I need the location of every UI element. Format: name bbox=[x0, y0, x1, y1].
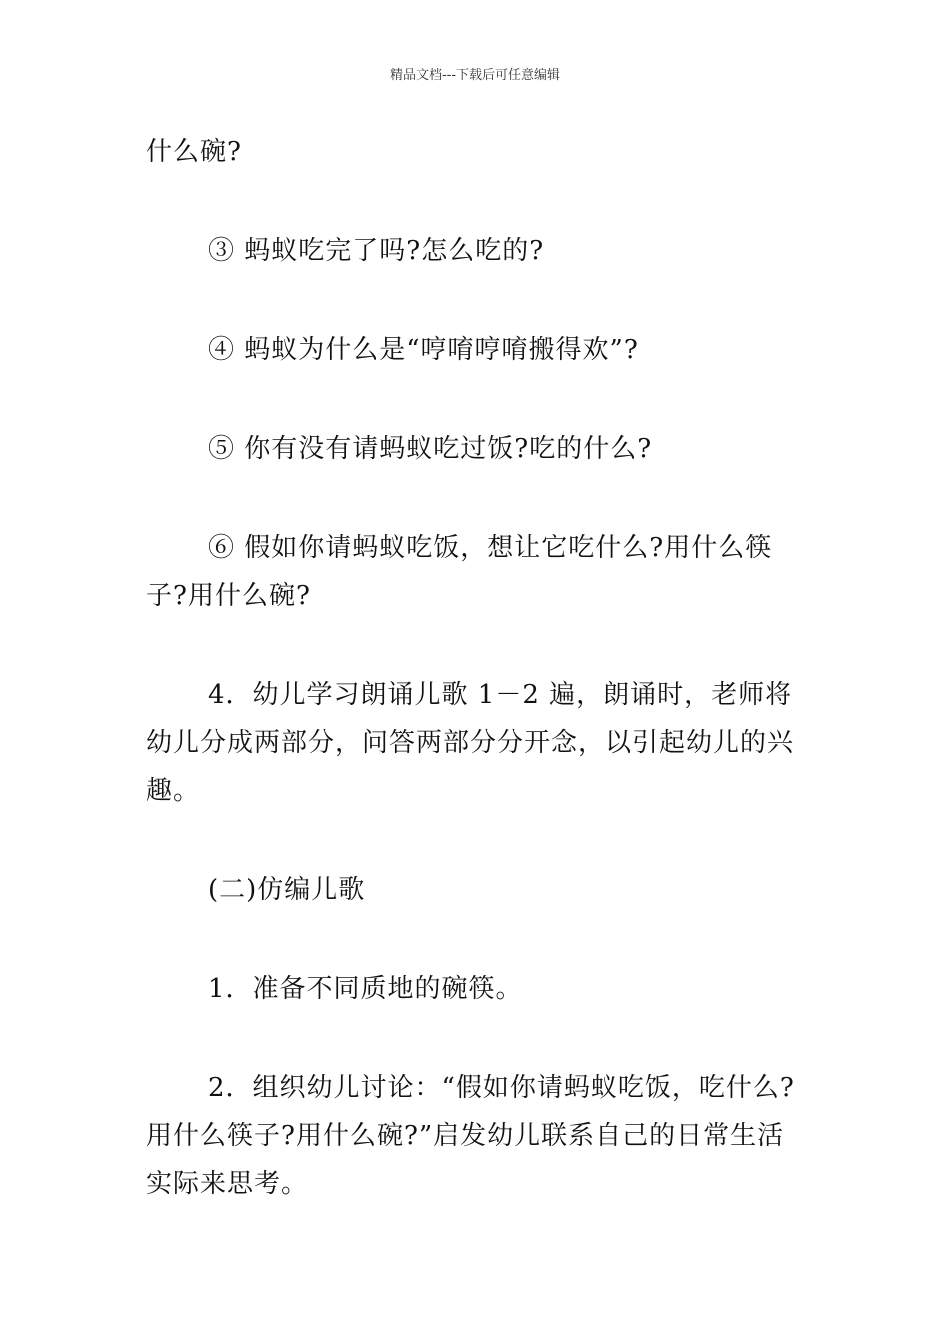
step-1: 1．准备不同质地的碗筷。 bbox=[208, 974, 523, 1004]
question-6: ⑥ 假如你请蚂蚁吃饭，想让它吃什么?用什么筷子?用什么碗? bbox=[146, 533, 773, 611]
section-heading-2: (二)仿编儿歌 bbox=[208, 875, 366, 905]
step-4: 4．幼儿学习朗诵儿歌 1－2 遍，朗诵时，老师将幼儿分成两部分，问答两部分分开念，以引起幼儿的兴趣。 bbox=[146, 680, 795, 806]
question-5: ⑤ 你有没有请蚂蚁吃过饭?吃的什么? bbox=[208, 434, 653, 464]
question-4: ④ 蚂蚁为什么是“哼唷哼唷搬得欢”? bbox=[208, 335, 639, 365]
document-body bbox=[146, 128, 810, 1208]
step-2: 2．组织幼儿讨论：“假如你请蚂蚁吃饭，吃什么?用什么筷子?用什么碗?”启发幼儿联系自己的日常生活实际来思考。 bbox=[146, 1073, 795, 1199]
paragraph-continuation: 什么碗? bbox=[146, 137, 242, 167]
question-3: ③ 蚂蚁吃完了吗?怎么吃的? bbox=[208, 236, 545, 266]
page-header: 精品文档---下载后可任意编辑 bbox=[389, 68, 561, 83]
